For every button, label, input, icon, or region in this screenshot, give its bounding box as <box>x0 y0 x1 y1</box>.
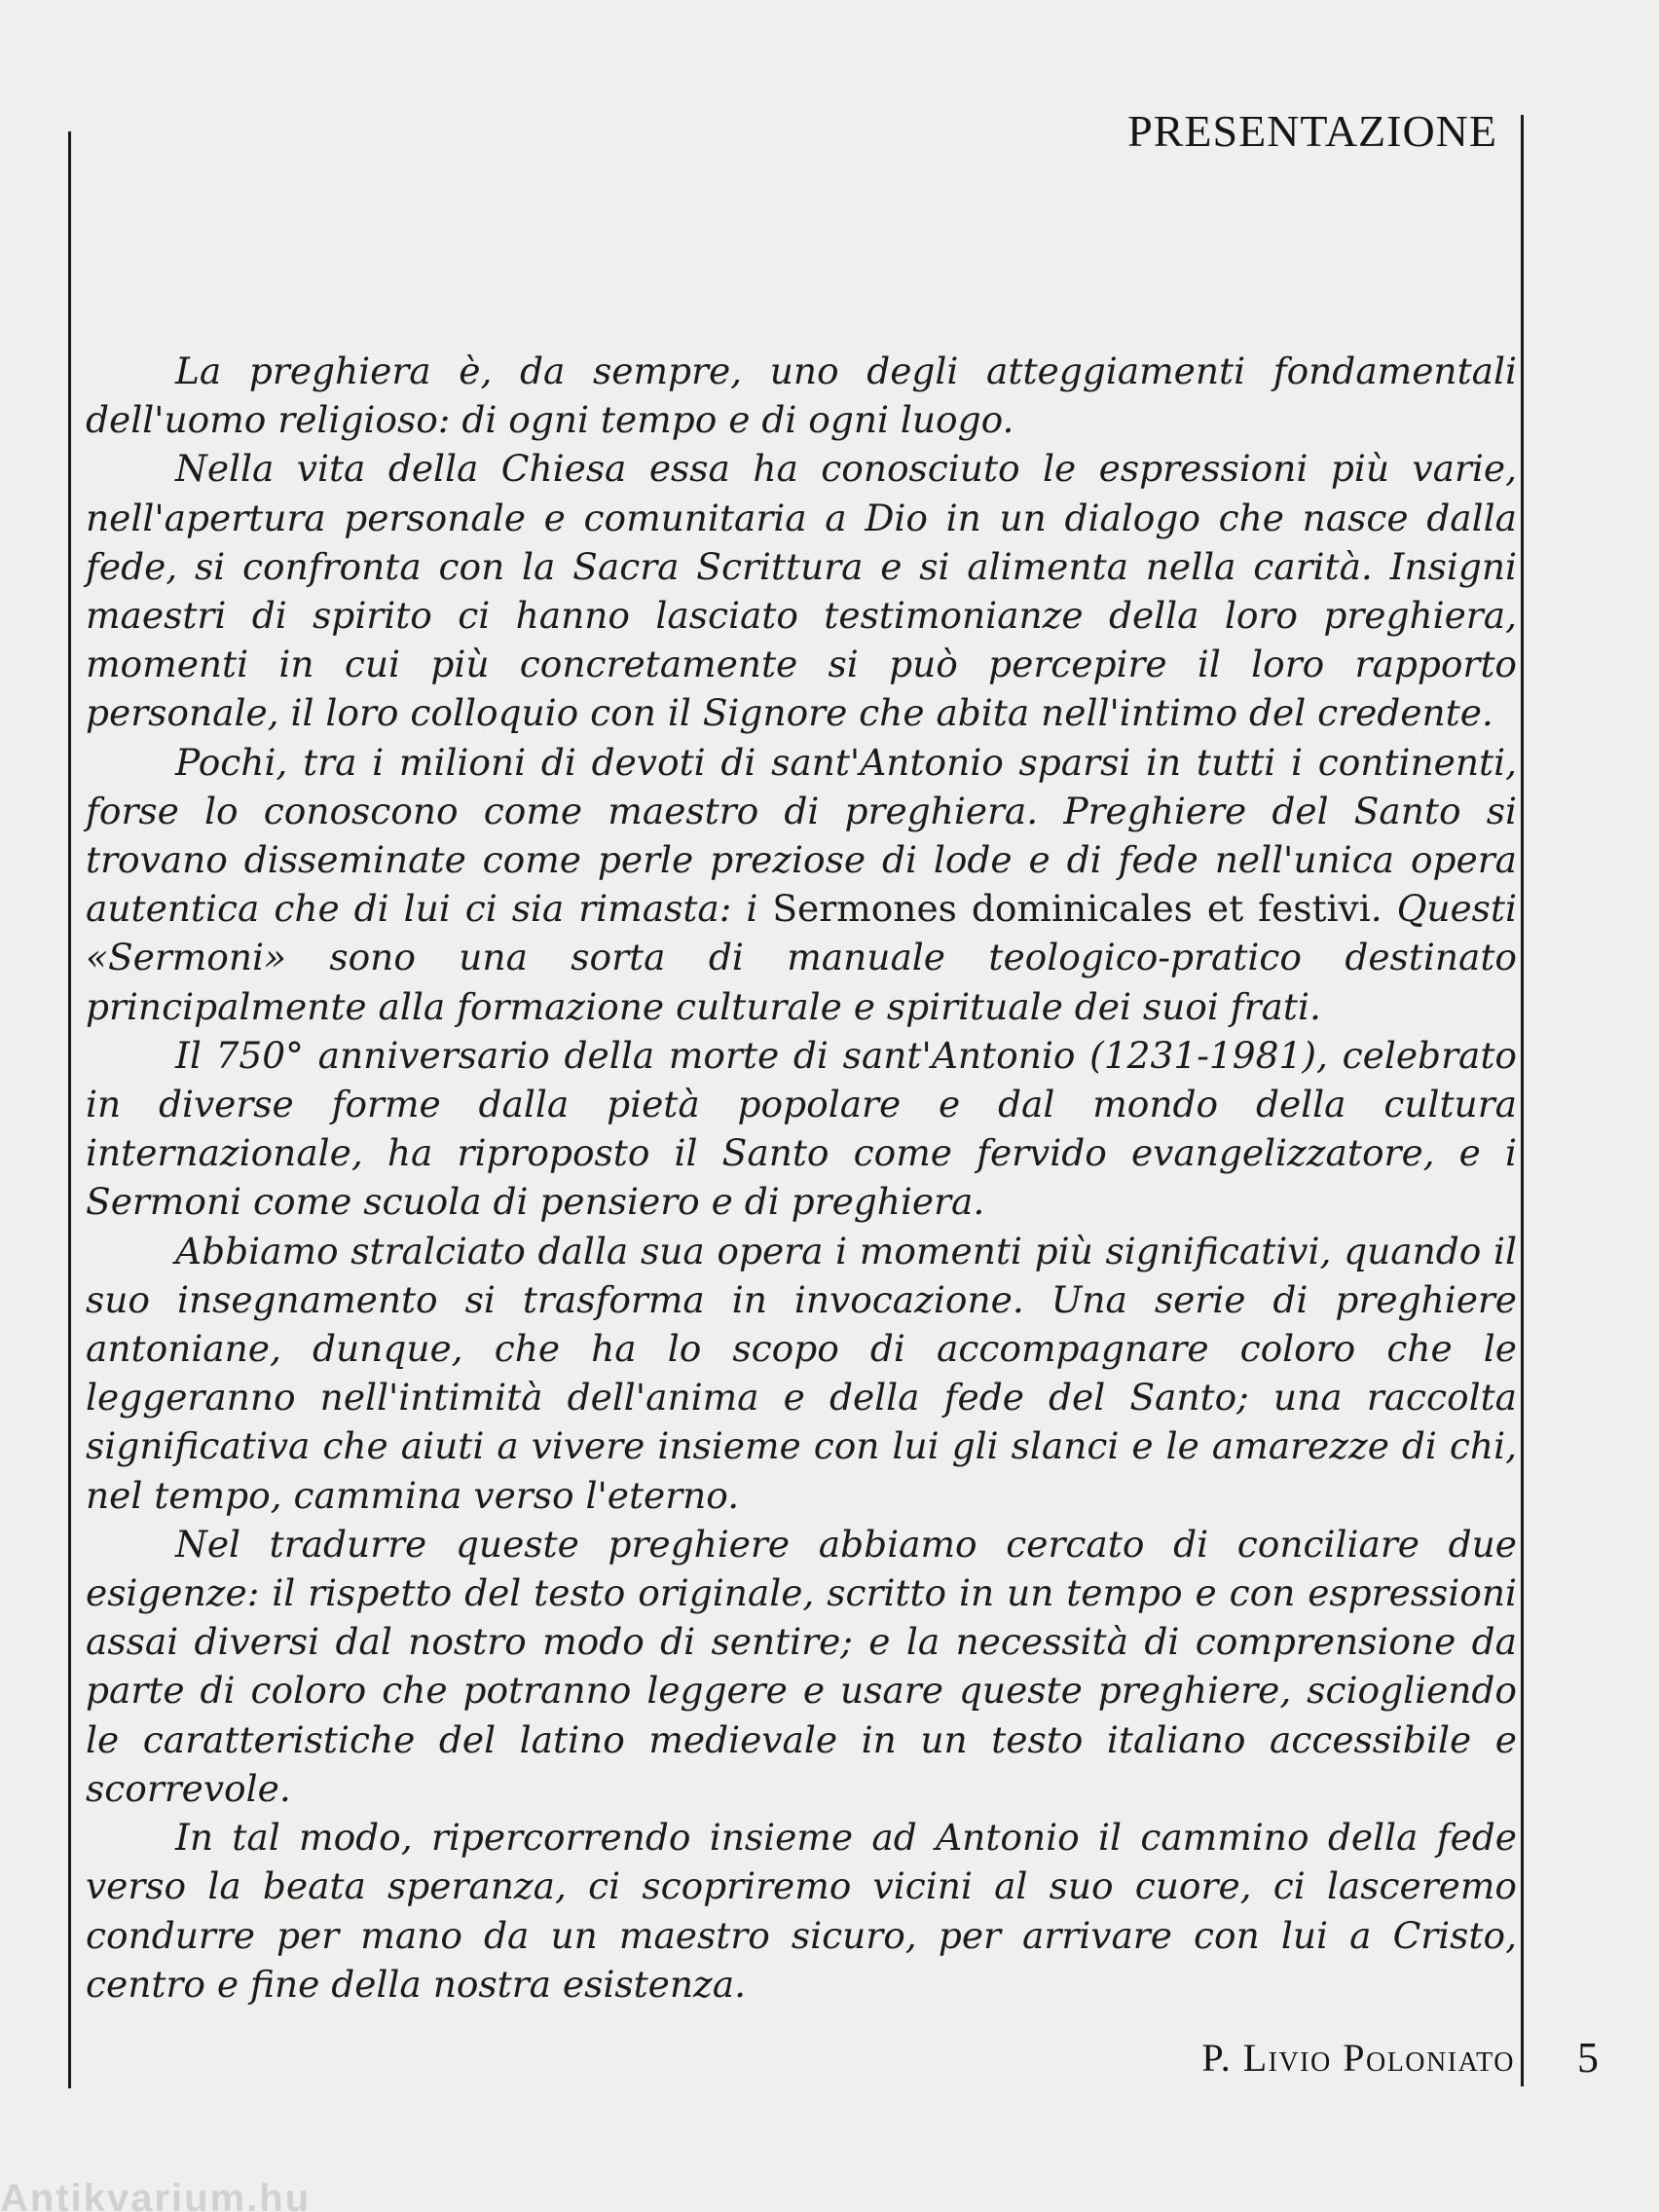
author-signature: P. Livio Poloniato <box>1201 2036 1515 2080</box>
paragraph-text: . Questi «Sermoni» sono una sorta di manuale teologico-pratico destinato principalmente alla formazione culturale e spirituale dei suoi frati. <box>86 887 1517 1028</box>
paragraph <box>86 738 1517 1031</box>
paragraph: Nel tradurre queste preghiere abbiamo cercato di conciliare due esigenze: il rispetto del testo originale, scritto in un tempo e con espressioni assai diversi dal nostro modo di sentire; e la necessità di comprensione da parte di coloro che potranno leggere e usare queste preghiere, sciogliendo le caratteristiche del latino medievale in un testo italiano accessibile e scorrevole. <box>86 1522 1517 1810</box>
watermark: Antikvarium.hu <box>0 2177 312 2212</box>
left-margin-rule <box>68 131 71 2088</box>
body-text <box>86 347 1517 2009</box>
section-heading: PRESENTAZIONE <box>1127 106 1497 156</box>
paragraph: Nella vita della Chiesa essa ha conosciuto le espressioni più varie, nell'apertura personale e comunitaria a Dio in un dialogo che nasce dalla fede, si confronta con la Sacra Scrittura e si alimenta nella carità. Insigni maestri di spirito ci hanno lasciato testimonianze della loro preghiera, momenti in cui più concretamente si può percepire il loro rapporto personale, il loro colloquio con il Signore che abita nell'intimo del credente. <box>86 447 1517 735</box>
paragraph-text: Pochi, tra i milioni di devoti di sant'Antonio sparsi in tutti i continenti, forse lo conoscono come maestro di preghiera. Preghiere del Santo si trovano disseminate come perle preziose di lode e di fede nell'unica opera autentica che di lui ci sia rimasta: i <box>86 740 1517 931</box>
paragraph: La preghiera è, da sempre, uno degli atteggiamenti fondamentali dell'uomo religioso: di ogni tempo e di ogni luogo. <box>86 350 1517 442</box>
paragraph: In tal modo, ripercorrendo insieme ad Antonio il cammino della fede verso la beata speranza, ci scopriremo vicini al suo cuore, ci lasceremo condurre per mano da un maestro sicuro, per arrivare con lui a Cristo, centro e fine della nostra esistenza. <box>86 1816 1517 2006</box>
right-margin-rule <box>1521 115 1524 2086</box>
paragraph: Il 750° anniversario della morte di sant'Antonio (1231-1981), celebrato in diverse forme dalla pietà popolare e dal mondo della cultura internazionale, ha riproposto il Santo come fervido evangelizzatore, e i Sermoni come scuola di pensiero e di preghiera. <box>86 1033 1517 1224</box>
work-title: Sermones dominicales et festivi <box>772 887 1371 931</box>
page-number: 5 <box>1577 2034 1599 2082</box>
paragraph: Abbiamo stralciato dalla sua opera i momenti più significativi, quando il suo insegnamento si trasforma in invocazione. Una serie di preghiere antoniane, dunque, che ha lo scopo di accompagnare coloro che le leggeranno nell'intimità dell'anima e della fede del Santo; una raccolta significativa che aiuti a vivere insieme con lui gli slanci e le amarezze di chi, nel tempo, cammina verso l'eterno. <box>86 1229 1517 1517</box>
